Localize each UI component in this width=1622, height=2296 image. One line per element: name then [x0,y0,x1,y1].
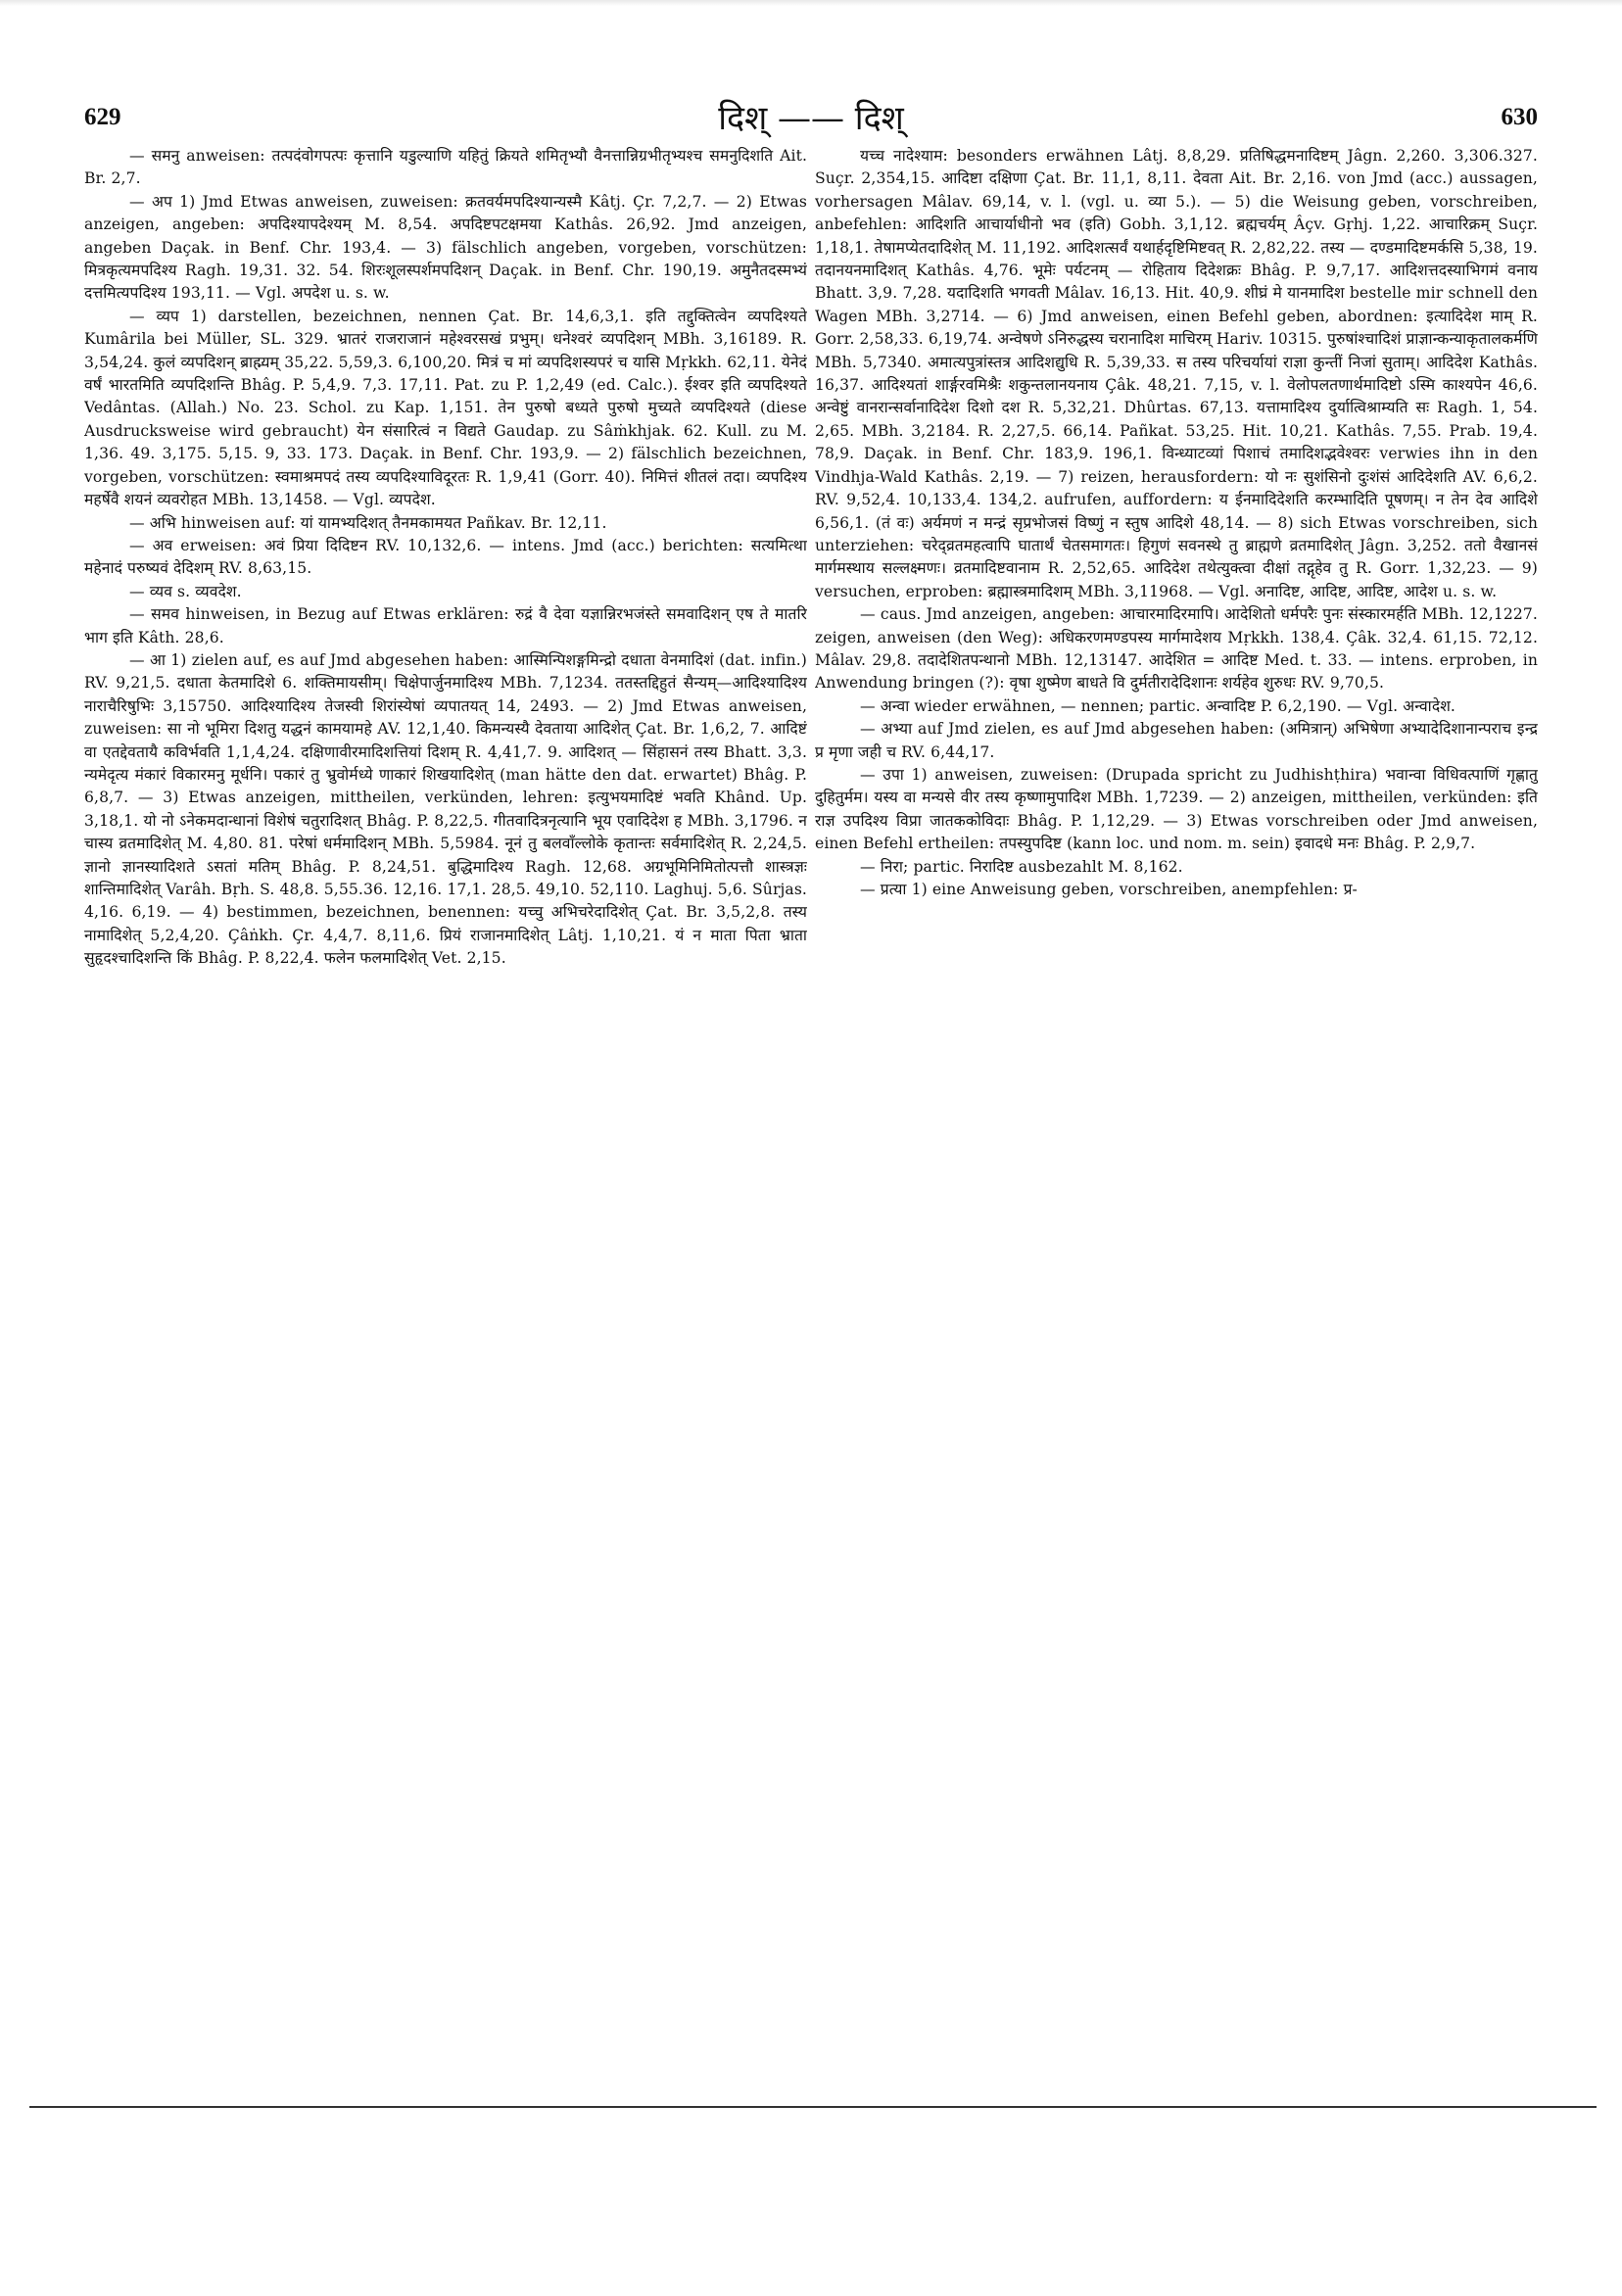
entry-paragraph: — व्यप 1) darstellen, bezeichnen, nennen Çat. Br. 14,6,3,1. इति तद्दुक्तित्वेन व्यपदिश्यते Kumârila bei Müller, SL. 329. भ्रातरं राजराजानं महेश्वरसखं प्रभुम्। धनेश्वरं व्यपदिशन् MBh. 3,16189. R. 3,54,24. कुलं व्यपदिशन् ब्राह्म्यम् 35,22. 5,59,3. 6,100,20. मित्रं च मां व्यपदिशस्यपरं च यासि Mṛkkh. 62,11. येनेदं वर्षं भारतमिति व्यपदिशन्ति Bhâg. P. 5,4,9. 7,3. 17,11. Pat. zu P. 1,2,49 (ed. Calc.). ईश्वर इति व्यपदिश्यते Vedântas. (Allah.) No. 23. Schol. zu Kap. 1,151. तेन पुरुषो बध्यते पुरुषो मुच्यते व्यपदिश्यते (diese Ausdrucksweise wird gebraucht) येन संसारित्वं न विद्यते Gaudap. zu Sâṁkhjak. 62. Kull. zu M. 1,36. 49. 3,175. 5,15. 9, 33. 173. Daçak. in Benf. Chr. 193,9. — 2) fälschlich bezeichnen, vorgeben, vorschützen: स्वमाश्रमपदं तस्य व्यपदिश्याविदूरतः R. 1,9,41 (Gorr. 40). निमित्तं शीतलं तदा। व्यपदिश्य महर्षेवै शयनं व्यवरोहत MBh. 13,1458. — Vgl. व्यपदेश. [84,307,807,509]
left-column [84,145,807,2094]
running-title: दिश् —— दिश् [718,99,904,138]
entry-paragraph: यच्च नादेश्याम: besonders erwähnen Lâtj. 8,8,29. प्रतिषिद्धमनादिष्टम् Jâgn. 2,260. 3,306.327. Suçr. 2,354,15. आदिष्टा दक्षिणा Çat. Br. 11,1, 8,11. देवता Ait. Br. 2,16. von Jmd (acc.) aussagen, vorhersagen Mâlav. 69,14, v. l. (vgl. u. व्या 5.). — 5) die Weisung geben, vorschreiben, anbefehlen: आदिशति आचार्याधीनो भव (इति) Gobh. 3,1,12. ब्रह्मचर्यम् Âçv. Gṛhj. 1,22. आचारिक्रम् Suçr. 1,18,1. तेषामप्येतदादिशेत् M. 11,192. आदिशत्सर्वं यथार्हदृष्टिमिष्टवत् R. 2,82,22. तस्य — दण्डमादिष्टमर्कसि 5,38, 19. तदानयनमादिशत् Kathâs. 4,76. भूमेः पर्यटनम् — रोहिताय दिदेशक्रः Bhâg. P. 9,7,17. आदिशत्तदस्याभिगमं वनाय Bhatt. 3,9. 7,28. यदादिशति भगवती Mâlav. 16,13. Hit. 40,9. शीघ्रं मे यानमादिश bestelle mir schnell den Wagen MBh. 3,2714. — 6) Jmd anweisen, einen Befehl geben, abordnen: इत्यादिदेश माम् R. Gorr. 2,58,33. 6,19,74. अन्वेषणे ऽनिरुद्धस्य चरानादिश माचिरम् Hariv. 10315. पुरुषांश्चादिशं प्राज्ञान्कन्याकृतालकर्मणि MBh. 5,7340. अमात्यपुत्रांस्तत्र आदिशद्युधि R. 5,39,33. स तस्य परिचर्यायां राज्ञा कुन्तीं निजां सुताम्। आदिदेश Kathâs. 16,37. आदिश्यतां शार्ङ्गरवमिश्रैः शकुन्तलानयनाय Çâk. 48,21. 7,15, v. l. वेलोपलतणार्थमादिष्टो ऽस्मि काश्यपेन 46,6. अन्वेष्टुं वानरान्सर्वानादिदेश दिशो दश R. 5,32,21. Dhûrtas. 67,13. यत्तामादिश्य दुर्यात्विश्राम्यति सः Ragh. 1, 54. 2,65. MBh. 3,2184. R. 2,27,5. 66,14. Pañkat. 53,25. Hit. 10,21. Kathâs. 7,55. Prab. 19,4. 78,9. Daçak. in Benf. Chr. 183,9. 196,1. विन्ध्याटव्यां पिशाचं तमादिशद्भवेश्वरः verwies ihn in den Vindhja-Wald Kathâs. 2,19. — 7) reizen, herausfordern: यो नः सुशंसिनो दुःशंसं आदिदेशति AV. 6,6,2. RV. 9,52,4. 10,133,4. 134,2. aufrufen, auffordern: य ईनमादिदेशति करम्भादिति पूषणम्। न तेन देव आदिशे 6,56,1. (तं वः) अर्यमणं न मन्द्रं सृप्रभोजसं विष्णुं न स्तुष आदिशे 48,14. — 8) sich Etwas vorschreiben, sich unterziehen: चरेद्व्रतमहत्वापि घातार्थं चेतसमागतः। हिगुणं सवनस्थे तु ब्राह्मणे व्रतमादिशेत् Jâgn. 3,252. ततो वैखानसं मार्गमस्थाय सल्लक्ष्मणः। व्रतमादिष्टवानाम R. 2,52,65. आदिदेश तथेत्युक्त्वा दीक्षां तद्गृहेव तु R. Gorr. 1,32,23. — 9) versuchen, erproben: ब्रह्मास्त्रमादिशम् MBh. 3,11968. — Vgl. अनादिष्ट, आदिष्ट, आदिष्ट, आदेश u. s. w. [815,147,1538,600]
entry-paragraph: — व्यव s. व्यवदेश. [129,582,242,600]
entry-paragraph: — अन्वा wieder erwähnen, — nennen; partic. अन्वादिष्ट P. 6,2,190. — Vgl. अन्वादेश. [860,696,1455,715]
page-number-right: 630 [1501,104,1538,130]
entry-paragraph: — अभ्या auf Jmd zielen, es auf Jmd abgesehen haben: (अमित्रान्) अभिषेणा अभ्यादेदिशानान्पराच इन्द्र प्र मृणा जही च RV. 6,44,17. [815,720,1538,761]
entry-paragraph: — प्रत्या 1) eine Anweisung geben, vorschreiben, anempfehlen: प्र- [860,881,1358,898]
entry-paragraph: — समव hinweisen, in Bezug auf Etwas erklären: रुद्रं वै देवा यज्ञान्निरभजंस्ते समवादिशन् एष ते मातरि भाग इति Kâth. 28,6. [84,605,807,646]
entry-paragraph: — अभि hinweisen auf: यां यामभ्यदिशत् तैनमकामयत Pañkav. Br. 12,11. [129,513,607,532]
entry-paragraph: — आ 1) zielen auf, es auf Jmd abgesehen haben: आस्मिन्पिशङ्गमिन्द्रो दधाता वेनमादिशं (dat. infin.) RV. 9,21,5. दधाता केतमादिशे 6. शक्तिमायसीम्। चिक्षेपार्जुनमादिश्य MBh. 7,1234. ततस्तद्दिहुतं सैन्यम्—आदिश्यादिश्य नाराचैरिषुभिः 3,15750. आदिश्यादिश्य तेजस्वी शिरांस्येषां व्यपातयत् 14, 2493. — 2) Jmd Etwas anweisen, zuweisen: सा नो भूमिरा दिशतु यद्धनं कामयामहे AV. 12,1,40. किमन्यस्यै देवताया आदिशेत् Çat. Br. 1,6,2, 7. आदिष्टं वा एतद्देवतायै कविर्भवति 1,1,4,24. दक्षिणावीरमादिशत्तियां दिशम् R. 4,41,7. 9. आदिशत् — सिंहासनं तस्य Bhatt. 3,3. न्यमेदृत्य मंकारं विकारमनु मूर्धनि। पकारं तु भ्रुवोर्मध्ये णाकारं शिखयादिशेत् (man hätte den dat. erwartet) Bhâg. P. 6,8,7. — 3) Etwas anzeigen, mittheilen, verkünden, lehren: इत्युभयमादिष्टं भवति Khând. Up. 3,18,1. यो नो ऽनेकमदान्धानां विशेषं चतुरादिशत् Bhâg. P. 8,22,5. गीतवादित्रनृत्यानि भूय एवादिदेश ह MBh. 3,1796. न चास्य व्रतमादिशेत् M. 4,80. 81. परेषां धर्ममादिशन् MBh. 5,5984. नूनं तु बलवाँल्लोके कृतान्तः सर्वमादिशेत् R. 2,24,5. ज्ञानो ज्ञानस्यादिशते ऽसतां मतिम् Bhâg. P. 8,24,51. बुद्धिमादिश्य Ragh. 12,68. अग्रभूमिनिमितोत्पत्तौ शास्त्रज्ञः शान्तिमादिशेत् Varâh. Bṛh. S. 48,8. 5,55.36. 12,16. 17,1. 28,5. 49,10. 52,110. Laghuj. 5,6. Sûrjas. 4,16. 6,19. — 4) bestimmen, bezeichnen, benennen: यच्चु अभिचरेदादिशेत् Çat. Br. 3,5,2,8. तस्य नामादिशेत् 5,2,4,20. Çâṅkh. Çr. 4,4,7. 8,11,6. प्रियं राजानमादिशेत् Lâtj. 1,10,21. यं न माता पिता भ्राता सुहृदश्चादिशन्ति किं Bhâg. P. 8,22,4. फलेन फलमादिशेत् Vet. 2,15. [84,650,807,968]
entry-paragraph: — अप 1) Jmd Etwas anweisen, zuweisen: क्रतवर्यमपदिश्यान्यस्मै Kâtj. Çr. 7,2,7. — 2) Etwas anzeigen, angeben: अपदिश्यापदेश्यम् M. 8,54. अपदिष्टपटक्षमया Kathâs. 26,92. Jmd anzeigen, angeben Daçak. in Benf. Chr. 193,4. — 3) fälschlich angeben, vorgeben, vorschützen: मित्रकृत्यमपदिश्य Ragh. 19,31. 32. 54. शिरःशूलस्पर्शमपदिशन् Daçak. in Benf. Chr. 190,19. अमुनैतदस्मभ्यं दत्तमित्यपदिश्य 193,11. — Vgl. अपदेश u. s. w. [84,192,807,303]
page-number-left: 629 [84,104,121,130]
page-header [84,90,1538,137]
entry-paragraph: — अव erweisen: अवं प्रिया दिदिष्टन RV. 10,132,6. — intens. Jmd (acc.) berichten: सत्यमित्था महेनादं परुष्यवं देदिशम् RV. 8,63,15. [84,536,807,578]
entry-paragraph: — निरा; partic. निरादिष्ट ausbezahlt M. 8,162. [860,857,1183,876]
entry-paragraph: — समनु anweisen: तत्पदंवोगपत्पः कृत्तानि यडुल्याणि यहितुं क्रियते शमितृभ्यौ वैनत्तान्निग्रभीतृभ्यश्च समनुदिशति Ait. Br. 2,7. [84,147,807,188]
entry-paragraph: — caus. Jmd anzeigen, angeben: आचारमादिरमापि। आदेशितो धर्मपरैः पुनः संस्कारमर्हति MBh. 12,1227. zeigen, anweisen (den Weg): अधिकरणमण्डपस्य मार्गमादेशय Mṛkkh. 138,4. Çâk. 32,4. 61,15. 72,12. Mâlav. 29,8. तदादेशितपन्थानो MBh. 12,13147. आदेशित = आदिष्ट Med. t. 33. — intens. erproben, in Anwendung bringen (?): वृषा शुष्मेण बाधते वि दुर्मतीरादेदिशानः शर्यहेव शुरुधः RV. 9,70,5. [815,605,1538,693]
entry-paragraph: — उपा 1) anweisen, zuweisen: (Drupada spricht zu Judhishṭhira) भवान्वा विधिवत्पाणिं गृह्णातु दुहितुर्मम। यस्य वा मन्यसे वीर तस्य कृष्णामुपादिश MBh. 1,7239. — 2) anzeigen, mittheilen, verkünden: इति राज्ञ उपदिश्य विप्रा जातककोविदाः Bhâg. P. 1,12,29. — 3) Etwas vorschreiben oder Jmd anweisen, einen Befehl ertheilen: तपस्युपदिष्ट (kann loc. und nom. m. sein) इवादधे मनः Bhâg. P. 2,9,7. [815,765,1538,853]
right-column [815,145,1538,2094]
footer-rule [29,2106,1597,2108]
top-edge-shade [0,0,1622,6]
